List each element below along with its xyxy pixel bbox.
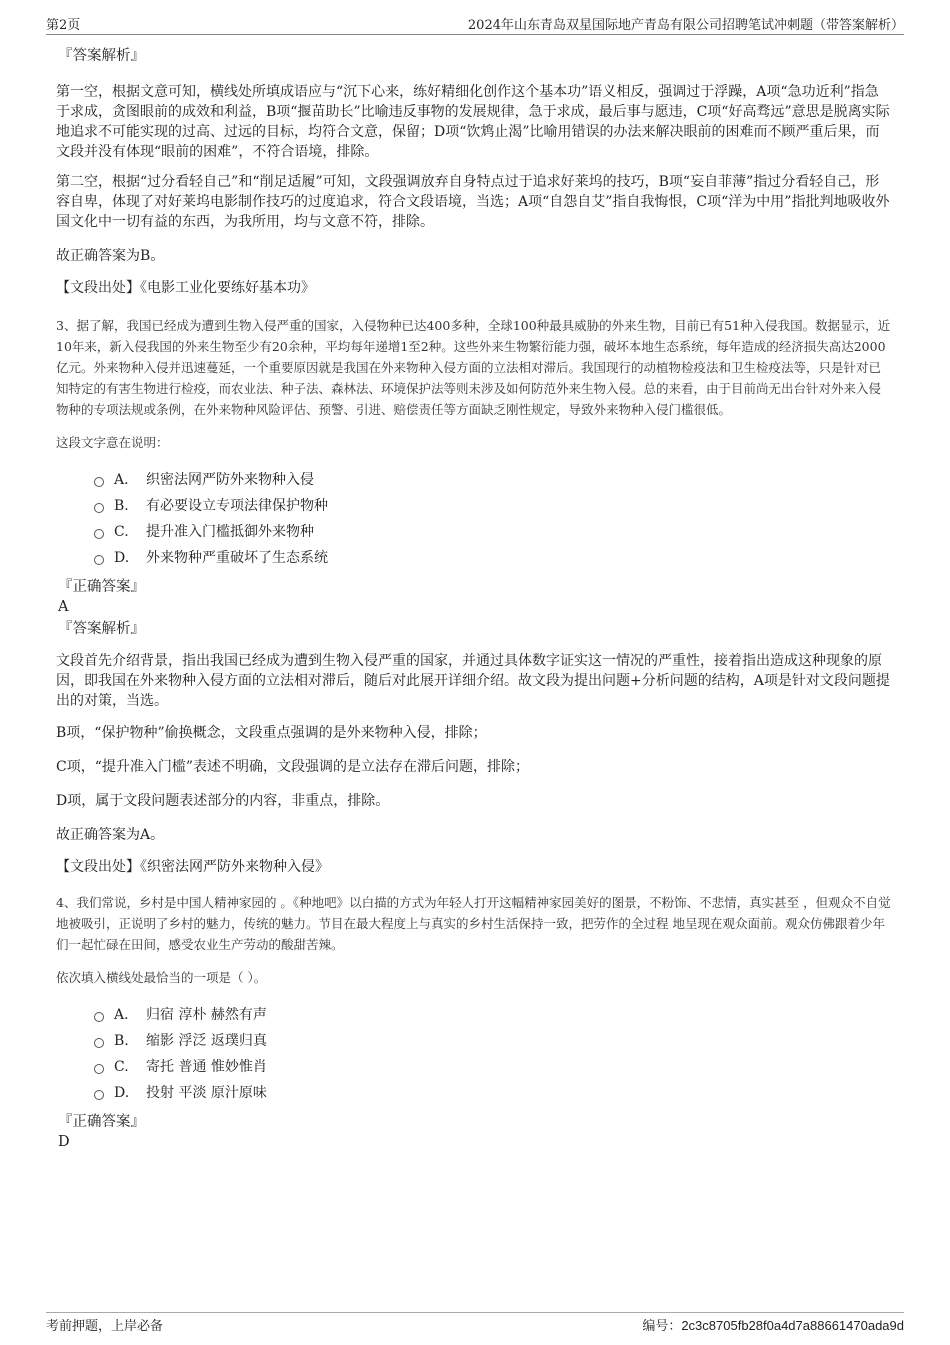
q4-answer: D	[58, 1134, 70, 1150]
q2-source: 【文段出处】《电影工业化要练好基本功》	[56, 280, 315, 296]
q4-option-d[interactable]: D. 投射 平淡 原汁原味	[94, 1080, 892, 1106]
main-content	[56, 44, 892, 1152]
q3-analysis-para2: B项，“保护物种”偷换概念，文段重点强调的是外来物种入侵，排除；	[56, 725, 487, 741]
q2-analysis-para2: 第二空，根据“过分看轻自己”和“削足适履”可知，文段强调放弃自身特点过于追求好莱坞的技巧，B项“妄自菲薄”指过分看轻自己，形容自卑，体现了对好莱坞电影制作技巧的过度追求，符合文段语境，当选；A项“自怨自艾”指自我悔恨，C项“洋为中用”指批判地吸收外国文化中一切有益的东西，为我所用，均与文意不符，排除。	[56, 174, 890, 230]
q3-option-a[interactable]: A． 织密法网严防外来物种入侵	[94, 467, 892, 493]
q4-question: 依次填入横线处最恰当的一项是（ ）。	[56, 970, 267, 985]
q3-analysis-para1: 文段首先介绍背景，指出我国已经成为遭到生物入侵严重的国家，并通过具体数字证实这一情况的严重性，接着指出造成这种现象的原因，即我国在外来物种入侵方面的立法相对滞后，随后对此展开详细介绍。故文段为提出问题+分析问题的结构，A项是针对文段问题提出的对策，当选。	[56, 653, 890, 709]
q2-conclusion: 故正确答案为B。	[56, 248, 165, 264]
document-title: 2024年山东青岛双星国际地产青岛有限公司招聘笔试冲刺题（带答案解析）	[467, 18, 904, 33]
radio-icon[interactable]	[94, 529, 104, 539]
q3-answer-label: 『正确答案』	[58, 579, 145, 595]
q3-analysis-para4: D项，属于文段问题表述部分的内容，非重点，排除。	[56, 793, 390, 809]
radio-icon[interactable]	[94, 477, 104, 487]
q3-conclusion: 故正确答案为A。	[56, 827, 165, 843]
radio-icon[interactable]	[94, 1038, 104, 1048]
q4-option-c[interactable]: C. 寄托 普通 惟妙惟肖	[94, 1054, 892, 1080]
q4-option-b[interactable]: B. 缩影 浮泛 返璞归真	[94, 1028, 892, 1054]
radio-icon[interactable]	[94, 1090, 104, 1100]
page-number: 第2页	[46, 18, 81, 33]
radio-icon[interactable]	[94, 503, 104, 513]
radio-icon[interactable]	[94, 555, 104, 565]
q3-option-b[interactable]: B. 有必要设立专项法律保护物种	[94, 493, 892, 519]
q3-options	[56, 467, 892, 571]
page-footer	[46, 1312, 904, 1335]
q3-option-d[interactable]: D. 外来物种严重破坏了生态系统	[94, 545, 892, 571]
page-header	[46, 14, 904, 35]
q3-source: 【文段出处】《织密法网严防外来物种入侵》	[56, 859, 329, 875]
radio-icon[interactable]	[94, 1012, 104, 1022]
q3-passage: 3、据了解，我国已经成为遭到生物入侵严重的国家，入侵物种已达400多种，全球100种最具威胁的外来生物，目前已有51种入侵我国。数据显示，近10年来，新入侵我国的外来生物至少有20余种，平均每年递增1至2种。这些外来生物繁衍能力强，破坏本地生态系统，每年造成的经济损失高达2000亿元。外来物种入侵并迅速蔓延，一个重要原因就是我国在外来物种入侵方面的立法相对滞后。我国现行的动植物检疫法和卫生检疫法等，只是针对已知特定的有害生物进行检疫，而农业法、种子法、森林法、环境保护法等则未涉及如何防范外来生物入侵。总的来看，由于目前尚无出台针对外来入侵物种的专项法规或条例，在外来物种风险评估、预警、引进、赔偿责任等方面缺乏刚性规定，导致外来物种入侵门槛很低。	[56, 318, 891, 417]
q2-analysis-para1: 第一空，根据文意可知，横线处所填成语应与“沉下心来，练好精细化创作这个基本功”语义相反，强调过于浮躁，A项“急功近利”指急于求成，贪图眼前的成效和利益，B项“揠苗助长”比喻违反事物的发展规律，急于求成，最后事与愿违，C项“好高骛远”意思是脱离实际地追求不可能实现的过高、过远的目标，均符合文意，保留；D项“饮鸩止渴”比喻用错误的办法来解决眼前的困难而不顾严重后果，而文段并没有体现“眼前的困难”，不符合语境，排除。	[56, 84, 890, 160]
q2-analysis-label: 『答案解析』	[58, 48, 145, 64]
document-code: 编号：2c3c8705fb28f0a4d7a88661470ada9d	[642, 1318, 904, 1334]
q3-question: 这段文字意在说明：	[56, 435, 169, 450]
radio-icon[interactable]	[94, 1064, 104, 1074]
q3-answer: A	[58, 599, 69, 615]
footer-slogan: 考前押题，上岸必备	[46, 1319, 164, 1334]
q3-analysis-label: 『答案解析』	[58, 621, 145, 637]
q4-options	[56, 1002, 892, 1106]
q3-option-c[interactable]: C. 提升准入门槛抵御外来物种	[94, 519, 892, 545]
q3-analysis-para3: C项，“提升准入门槛”表述不明确，文段强调的是立法存在滞后问题，排除；	[56, 759, 530, 775]
q4-passage: 4、我们常说，乡村是中国人精神家园的 。《种地吧》以白描的方式为年轻人打开这幅精神家园美好的图景，不粉饰、不悲情，真实甚至 ，但观众不自觉地被吸引，正说明了乡村的魅力，传统的魅力。节目在最大程度上与真实的乡村生活保持一致，把劳作的全过程 地呈现在观众面前。观众仿佛跟着少年们一起忙碌在田间，感受农业生产劳动的酸甜苦辣。	[56, 895, 891, 952]
q4-option-a[interactable]: A． 归宿 淳朴 赫然有声	[94, 1002, 892, 1028]
q4-answer-label: 『正确答案』	[58, 1114, 145, 1130]
